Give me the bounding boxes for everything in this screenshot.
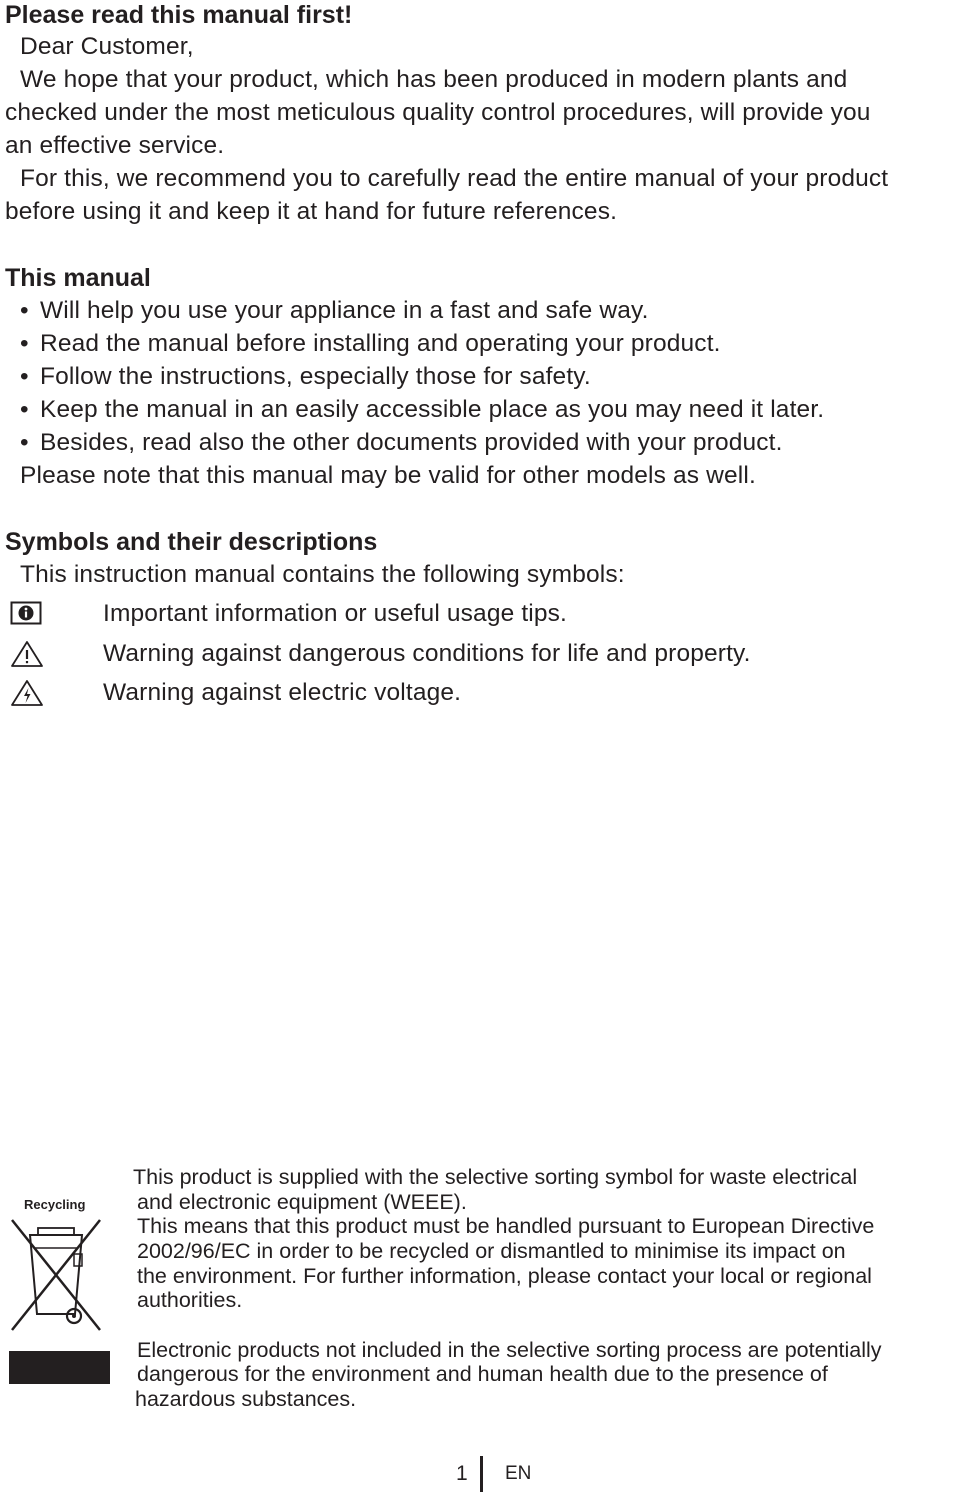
page-number: 1: [456, 1462, 468, 1485]
symbol-description: Warning against electric voltage.: [103, 679, 462, 706]
list-item: • Read the manual before installing and operating your product.: [20, 330, 721, 358]
intro-line: an effective service.: [5, 132, 225, 159]
info-icon: [10, 601, 42, 625]
list-item: • Keep the manual in an easily accessible place as you may need it later.: [20, 396, 824, 424]
recycling-label: Recycling: [24, 1197, 86, 1212]
symbols-heading: Symbols and their descriptions: [5, 528, 378, 556]
electric-warning-icon: [10, 679, 44, 707]
recycling-text-line: the environment. For further information, please contact your local or regional: [137, 1264, 872, 1288]
recycling-text-line: This means that this product must be handled pursuant to European Directive: [137, 1214, 875, 1238]
greeting: Dear Customer,: [20, 33, 194, 60]
list-item: • Will help you use your appliance in a fast and safe way.: [20, 297, 649, 325]
symbol-description: Important information or useful usage tips.: [103, 600, 568, 627]
recycling-text-line: and electronic equipment (WEEE).: [137, 1190, 467, 1214]
recommend-line: before using it and keep it at hand for future references.: [5, 198, 618, 225]
black-bar: [9, 1351, 110, 1384]
symbol-description: Warning against dangerous conditions for life and property.: [103, 640, 751, 667]
recycling-text-line: hazardous substances.: [135, 1387, 357, 1411]
recommend-line: For this, we recommend you to carefully read the entire manual of your product: [20, 165, 889, 192]
language-code: EN: [505, 1463, 532, 1484]
list-item: • Besides, read also the other documents provided with your product.: [20, 429, 783, 457]
list-item: • Follow the instructions, especially those for safety.: [20, 363, 591, 391]
recycling-text-line: authorities.: [137, 1288, 243, 1312]
recycling-text-line: 2002/96/EC in order to be recycled or dismantled to minimise its impact on: [137, 1239, 846, 1263]
symbols-intro: This instruction manual contains the following symbols:: [20, 561, 625, 588]
footer-divider: [480, 1456, 483, 1492]
intro-line: We hope that your product, which has been produced in modern plants and: [20, 66, 848, 93]
recycling-text-line: This product is supplied with the selective sorting symbol for waste electrical: [133, 1165, 858, 1189]
manual-heading: This manual: [5, 264, 151, 292]
recycling-text-line: Electronic products not included in the selective sorting process are potentially: [137, 1338, 882, 1362]
page-title: Please read this manual first!: [5, 1, 353, 29]
crossed-out-bin-icon: [10, 1218, 104, 1334]
intro-line: checked under the most meticulous quality control procedures, will provide you: [5, 99, 871, 126]
recycling-text-line: dangerous for the environment and human health due to the presence of: [137, 1362, 828, 1386]
warning-icon: [10, 640, 44, 668]
manual-note: Please note that this manual may be valid for other models as well.: [20, 462, 756, 489]
